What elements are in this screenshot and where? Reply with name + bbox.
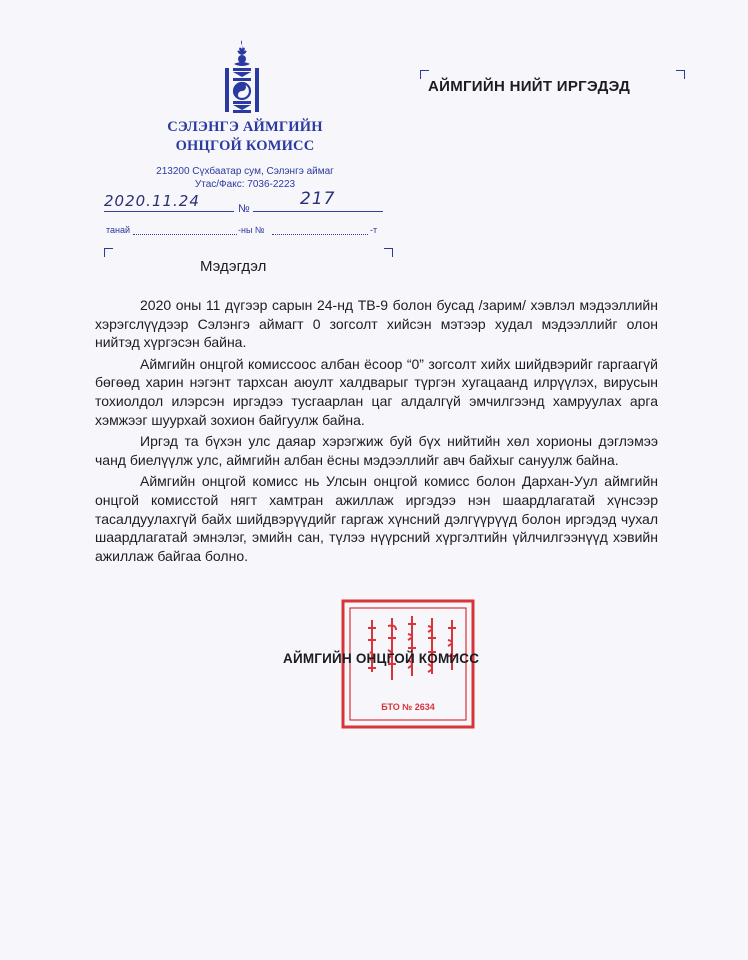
body-paragraph: 2020 оны 11 дүгээр сарын 24-нд ТВ-9 болон бусад /зарим/ хэвлэл мэдээллийн хэрэгслүүдээр Сэлэнгэ аймагт 0 зогсолт хийсэн мэтээр худал мэдээллийг олон нийтэд хүргэсэн байна. [95, 297, 658, 351]
organization-name [150, 118, 340, 156]
reference-prefix: танай [106, 225, 131, 235]
body-paragraph: Аймгийн онцгой комисс нь Улсын онцгой комисс болон Дархан-Уул аймгийн онцгой комисстой нягт хамтран ажиллаж иргэдээ нэн шаардлагатай хүнсээр тасалдуулахгүй байх шийдвэрүүдийг гаргаж хүнсний дэлгүүрүүд болон иргэдэд чухал шаардлагатай эмнэлэг, эмийн сан, түлээ нүүрсний хүргэлтийн үйлчилгээнүүд хэвийн ажиллаж байгаа болно. [95, 473, 658, 564]
handwritten-number: 217 [300, 189, 336, 209]
reference-mid: -ны № [238, 225, 265, 235]
organization-name-line1: СЭЛЭНГЭ АЙМГИЙН [167, 119, 323, 135]
document-title: Мэдэгдэл [200, 258, 267, 275]
handwritten-date: 2020.11.24 [104, 192, 200, 210]
reference-underline-2 [272, 234, 368, 235]
soyombo-emblem-icon [220, 40, 264, 116]
organization-address [140, 165, 350, 191]
phone-fax-line: Утас/Факс: 7036-2223 [194, 179, 296, 190]
body-paragraph: Аймгийн онцгой комиссоос албан ёсоор “0” зогсолт хийх шийдвэрийг гаргаагүй бөгөөд харин нэгэнт тархсан аюулт халдварыг түргэн хугацаанд илрүүлэх, вирусын тохиолдол илэрсэн иргэдээ тусгаарлан цаг алдалгүй эмчилгээнд хамруулах арга хэмжээг шуурхай зохион байгуулж байна. [95, 355, 658, 428]
address-line: 213200 Сүхбаатар сум, Сэлэнгэ аймаг [156, 166, 334, 177]
organization-name-line2: ОНЦГОЙ КОМИСС [175, 138, 315, 154]
body-paragraph: Иргэд та бүхэн улс даяар хэрэгжиж буй бүх нийтийн хөл хорионы дэглэмээ чанд биелүүлж улс, аймгийн албан ёсны мэдээллийг авч байхыг сануулж байна. [95, 433, 658, 468]
number-underline [253, 211, 383, 212]
title-corner-mark-left [104, 248, 113, 257]
number-label: № [238, 203, 250, 215]
document-body [95, 296, 658, 568]
reference-underline-1 [133, 234, 237, 235]
recipient-heading: АЙМГИЙН НИЙТ ИРГЭДЭД [428, 78, 631, 95]
title-corner-mark-right [384, 248, 393, 257]
date-underline [104, 211, 234, 212]
reference-suffix: -т [370, 225, 378, 235]
signature-block: АЙМГИЙН ОНЦГОЙ КОМИСС [283, 651, 480, 666]
stamp-registration-number: БТО № 2634 [381, 702, 435, 712]
